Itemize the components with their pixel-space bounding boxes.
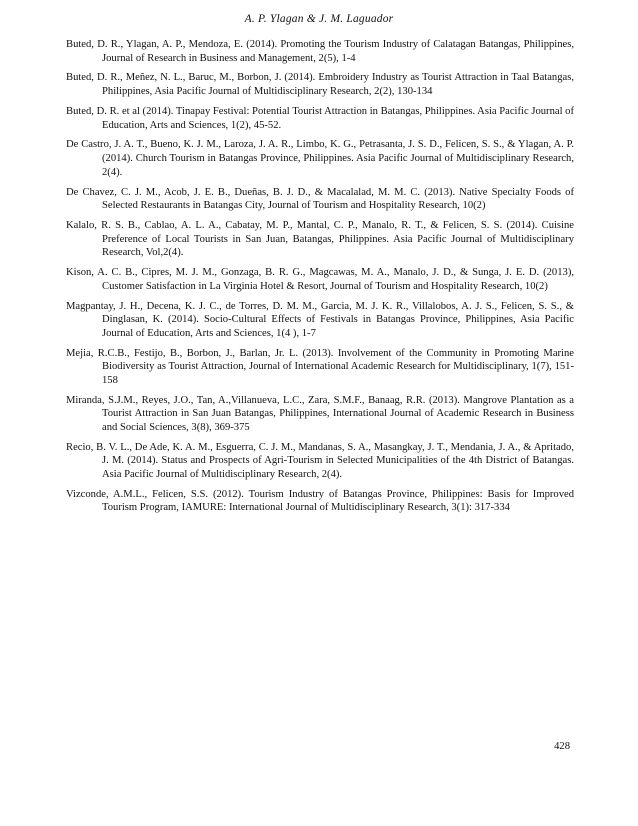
reference-list bbox=[66, 38, 574, 521]
reference-entry: Vizconde, A.M.L., Felicen, S.S. (2012). Tourism Industry of Batangas Province, Philippines: Basis for Improved Tourism Program, IAMURE: International Journal of Multidisciplinary Research, 3(1): 317-334 bbox=[66, 488, 574, 514]
page-number: 428 bbox=[554, 741, 570, 752]
reference-entry: De Chavez, C. J. M., Acob, J. E. B., Dueñas, B. J. D., & Macalalad, M. M. C. (2013). Native Specialty Foods of Selected Restaurants in Batangas City, Journal of Tourism and Hospitality Research, 10(2) bbox=[66, 186, 574, 212]
running-header: A. P. Ylagan & J. M. Laguador bbox=[244, 13, 394, 25]
reference-entry: Recio, B. V. L., De Ade, K. A. M., Esguerra, C. J. M., Mandanas, S. A., Masangkay, J. T., Mendania, J. A., & Apritado, J. M. (2014). Status and Prospects of Agri-Tourism in Selected Municipalities of the 4th District of Batangas. Asia Pacific Journal of Multidisciplinary Research, 2(4). bbox=[66, 441, 574, 480]
reference-entry: Buted, D. R., Meñez, N. L., Baruc, M., Borbon, J. (2014). Embroidery Industry as Tourist Attraction in Taal Batangas, Philippines, Asia Pacific Journal of Multidisciplinary Research, 2(2), 130-134 bbox=[66, 72, 574, 98]
reference-entry: De Castro, J. A. T., Bueno, K. J. M., Laroza, J. A. R., Limbo, K. G., Petrasanta, J. S. D., Felicen, S. S., & Ylagan, A. P. (2014). Church Tourism in Batangas Province, Philippines. Asia Pacific Journal of Multidisciplinary Research, 2(4). bbox=[66, 139, 574, 178]
reference-entry: Buted, D. R. et al (2014). Tinapay Festival: Potential Tourist Attraction in Batangas, Philippines. Asia Pacific Journal of Education, Arts and Sciences, 1(2), 45-52. bbox=[66, 105, 574, 131]
reference-entry: Kison, A. C. B., Cipres, M. J. M., Gonzaga, B. R. G., Magcawas, M. A., Manalo, J. D., & Sunga, J. E. D. (2013), Customer Satisfaction in La Virginia Hotel & Resort, Journal of Tourism and Hospitality Research, 10(2) bbox=[66, 267, 574, 292]
reference-entry: Mejia, R.C.B., Festijo, B., Borbon, J., Barlan, Jr. L. (2013). Involvement of the Community in Promoting Marine Biodiversity as Tourist Attraction, Journal of International Academic Research for Multidisciplinary, 1(7), 151-158 bbox=[66, 347, 574, 386]
reference-entry: Miranda, S.J.M., Reyes, J.O., Tan, A.,Villanueva, L.C., Zara, S.M.F., Banaag, R.R. (2013). Mangrove Plantation as a Tourist Attraction in San Juan Batangas, Philippines, International Journal of Academic Research in Business and Social Sciences, 3(8), 369-375 bbox=[66, 394, 574, 433]
reference-entry: Kalalo, R. S. B., Cablao, A. L. A., Cabatay, M. P., Mantal, C. P., Manalo, R. T., & Felicen, S. S. (2014). Cuisine Preference of Local Tourists in San Juan, Batangas, Philippines. Asia Pacific Journal of Multidisciplinary Research, Vol,2(4). bbox=[66, 220, 574, 259]
reference-entry: Buted, D. R., Ylagan, A. P., Mendoza, E. (2014). Promoting the Tourism Industry of Calatagan Batangas, Philippines, Journal of Research in Business and Management, 2(5), 1-4 bbox=[66, 39, 574, 64]
reference-entry: Magpantay, J. H., Decena, K. J. C., de Torres, D. M. M., Garcia, M. J. K. R., Villalobos, A. J. S., Felicen, S. S., & Dinglasan, K. (2014). Socio-Cultural Effects of Festivals in Batangas Province, Philippines, Asia Pacific Journal of Education, Arts and Sciences, 1(4 ), 1-7 bbox=[66, 300, 574, 339]
